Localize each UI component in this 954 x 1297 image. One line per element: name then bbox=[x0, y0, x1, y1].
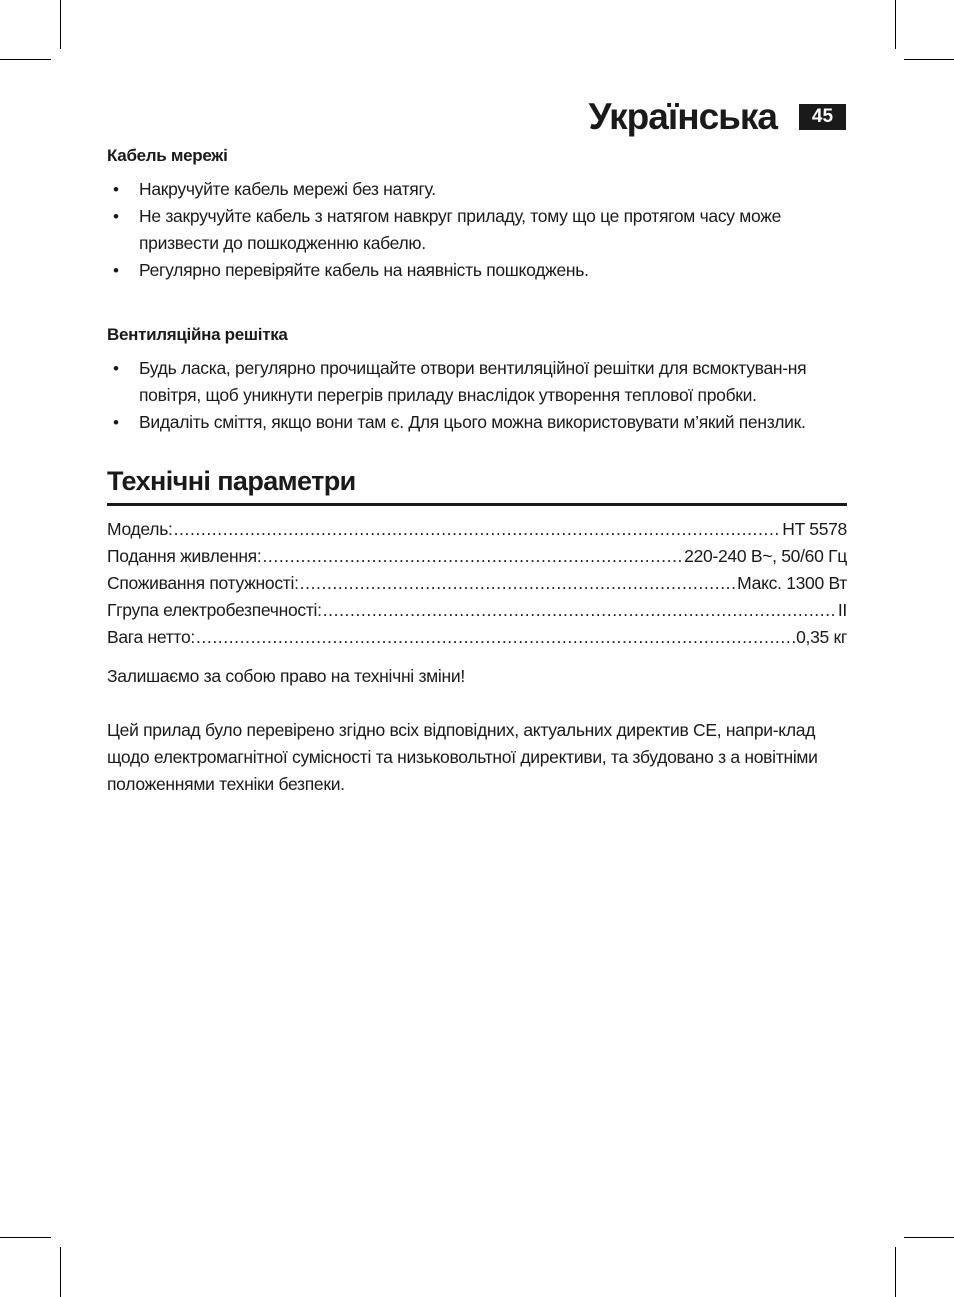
dot-leader bbox=[300, 570, 737, 597]
ce-compliance-text: Цей прилад було перевірено згідно всіх відповідних, актуальних директив СЕ, напри-клад щодо електромагнітної сумісності та низьковольтної директиви, та збудовано з а новітніми положеннями техніки безпеки. bbox=[107, 720, 818, 794]
spec-label: Модель: bbox=[107, 519, 173, 539]
spec-label: Споживання потужності: bbox=[107, 573, 299, 593]
tech-section-title: Технічні параметри bbox=[107, 466, 847, 506]
dot-leader bbox=[196, 624, 795, 651]
spec-row bbox=[107, 624, 847, 651]
crop-mark bbox=[60, 1247, 61, 1297]
spec-value: II bbox=[837, 600, 847, 620]
spec-value: 220-240 В~, 50/60 Гц bbox=[684, 546, 847, 566]
page-number-badge: 45 bbox=[799, 104, 846, 130]
list-item: • Накручуйте кабель мережі без натягу. bbox=[107, 176, 847, 203]
crop-mark bbox=[904, 1237, 954, 1238]
spec-value: HT 5578 bbox=[782, 519, 847, 539]
technical-changes-note: Залишаємо за собою право на технічні зміни! bbox=[107, 666, 465, 686]
crop-mark bbox=[0, 1237, 51, 1238]
crop-mark bbox=[0, 59, 51, 60]
vent-list bbox=[107, 355, 847, 436]
spec-row bbox=[107, 570, 847, 597]
dot-leader bbox=[174, 516, 782, 543]
spec-value: Макс. 1300 Вт bbox=[737, 573, 847, 593]
crop-mark bbox=[895, 1247, 896, 1297]
spec-row bbox=[107, 516, 847, 543]
cable-list bbox=[107, 176, 847, 284]
crop-mark bbox=[60, 0, 61, 49]
spec-row bbox=[107, 597, 847, 624]
language-title: Українська bbox=[588, 96, 777, 137]
spec-value: 0,35 кг bbox=[796, 627, 847, 647]
spec-label: Ггрупа електробезпечності: bbox=[107, 600, 322, 620]
spec-table bbox=[107, 516, 847, 651]
page-content bbox=[107, 146, 847, 798]
dot-leader bbox=[262, 543, 683, 570]
crop-mark bbox=[895, 0, 896, 49]
page-header bbox=[589, 96, 846, 138]
cable-section-title: Кабель мережі bbox=[107, 146, 228, 165]
list-item: • Будь ласка, регулярно прочищайте отвори вентиляційної решітки для всмоктуван-ня повітря, щоб уникнути перегрів приладу внаслідок утворення теплової пробки. bbox=[107, 355, 847, 409]
crop-mark bbox=[904, 59, 954, 60]
spec-label: Вага нетто: bbox=[107, 627, 195, 647]
spec-row bbox=[107, 543, 847, 570]
list-item: • Не закручуйте кабель з натягом навкруг приладу, тому що це протягом часу може призвести до пошкодженню кабелю. bbox=[107, 203, 847, 257]
spec-label: Подання живлення: bbox=[107, 546, 262, 566]
dot-leader bbox=[323, 597, 837, 624]
list-item: • Регулярно перевіряйте кабель на наявність пошкоджень. bbox=[107, 257, 847, 284]
list-item: • Видаліть сміття, якщо вони там є. Для цього можна використовувати м’який пензлик. bbox=[107, 409, 847, 436]
vent-section-title: Вентиляційна решітка bbox=[107, 325, 288, 344]
